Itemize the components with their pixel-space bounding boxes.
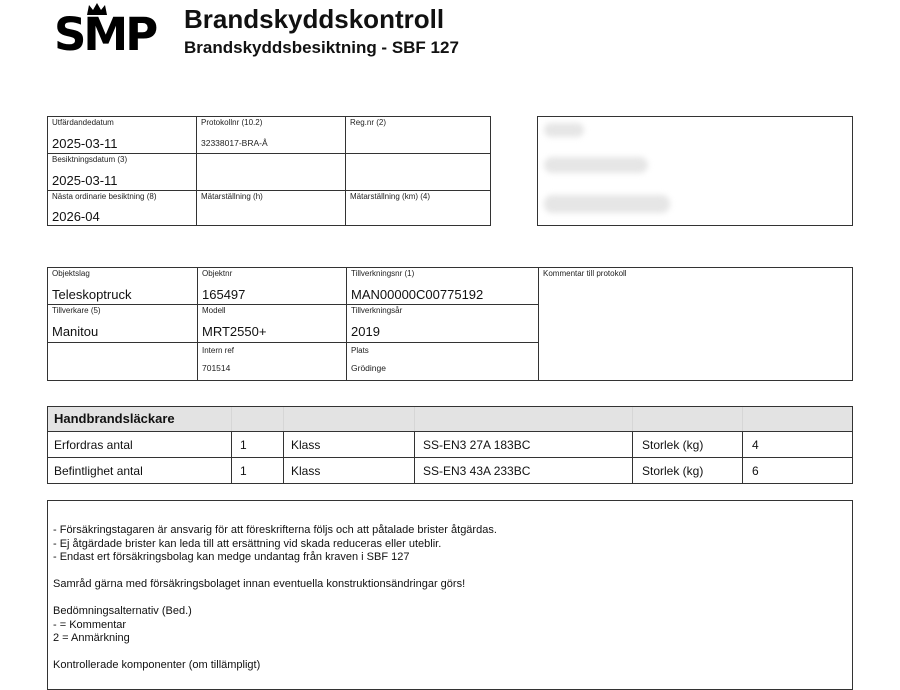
address-box [537, 116, 853, 226]
protocol-info-box [47, 116, 491, 226]
modell-value: MRT2550+ [202, 324, 267, 339]
redacted-line [544, 195, 670, 213]
kommentar-label: Kommentar till protokoll [543, 269, 627, 278]
besiktningsdatum-cell [48, 154, 196, 190]
objektslag-cell [48, 268, 197, 304]
kontrollerade-heading: Kontrollerade komponenter (om tillämpligt) [53, 659, 261, 671]
kommentar-cell [539, 268, 852, 380]
matarstallning-h-label: Mätarställning (h) [201, 192, 263, 201]
note-line: - Ej åtgärdade brister kan leda till att ersättning vid skada reduceras eller uteblir. [53, 537, 442, 550]
nasta-besiktning-value: 2026-04 [52, 209, 100, 224]
row-klass: SS-EN3 43A 233BC [423, 464, 531, 478]
utfardandedatum-cell [48, 117, 196, 153]
tillverkare-value: Manitou [52, 324, 99, 339]
utfardandedatum-label: Utfärdandedatum [52, 118, 114, 127]
tillverkare-cell [48, 305, 197, 342]
utfardandedatum-value: 2025-03-11 [52, 136, 118, 151]
logo-text: SMP [54, 8, 156, 61]
redacted-line [544, 123, 584, 137]
table-row [48, 458, 852, 484]
row-storlek: 6 [752, 464, 759, 478]
tillverkningsar-cell [347, 305, 538, 342]
objektnr-value: 165497 [202, 287, 246, 302]
row-label: Befintlighet antal [54, 464, 143, 478]
protokollnr-label: Protokollnr (10.2) [201, 118, 263, 127]
matarstallning-h-cell [197, 191, 345, 225]
plats-cell [347, 343, 538, 380]
plats-label: Plats [351, 346, 369, 355]
protokollnr-value: 32338017-BRA-Å [201, 138, 268, 148]
row-storlek: 4 [752, 438, 759, 452]
row-klass: SS-EN3 27A 183BC [423, 438, 531, 452]
row-antal: 1 [240, 438, 247, 452]
extinguisher-table-title: Handbrandsläckare [54, 411, 175, 426]
bed-option: 2 = Anmärkning [53, 632, 130, 644]
besiktningsdatum-label: Besiktningsdatum (3) [52, 155, 128, 164]
nasta-besiktning-label: Nästa ordinarie besiktning (8) [52, 192, 157, 201]
smp-logo [54, 2, 164, 62]
intern-ref-label: Intern ref [202, 346, 235, 355]
intern-ref-cell [198, 343, 346, 380]
intern-ref-value: 701514 [202, 363, 231, 373]
row-label: Erfordras antal [54, 438, 133, 452]
bed-title: Bedömningsalternativ (Bed.) [53, 605, 192, 617]
samrad-text: Samråd gärna med försäkringsbolaget innan eventuella konstruktionsändringar görs! [53, 578, 466, 590]
row-klass-label: Klass [291, 464, 321, 478]
notes-text [53, 524, 497, 673]
tillverkningsnr-cell [347, 268, 538, 304]
notes-box [47, 500, 853, 690]
object-info-box [47, 267, 853, 381]
tillverkare-label: Tillverkare (5) [52, 306, 101, 315]
page-subtitle: Brandskyddsbesiktning - SBF 127 [184, 38, 459, 57]
objektslag-value: Teleskoptruck [52, 287, 132, 302]
row-antal: 1 [240, 464, 247, 478]
modell-cell [198, 305, 346, 342]
besiktningsdatum-value: 2025-03-11 [52, 173, 118, 188]
bed-option: - = Kommentar [53, 618, 127, 631]
note-line: - Endast ert försäkringsbolag kan medge undantag från kraven i SBF 127 [53, 551, 410, 563]
regnr-cell [346, 117, 490, 153]
page-title: Brandskyddskontroll [184, 4, 445, 34]
note-line: - Försäkringstagaren är ansvarig för att föreskrifterna följs och att påtalade brister åtgärdas. [53, 524, 497, 536]
tillverkningsnr-label: Tillverkningsnr (1) [351, 269, 415, 278]
matarstallning-km-cell [346, 191, 490, 225]
row-klass-label: Klass [291, 438, 321, 452]
plats-value: Grödinge [351, 363, 386, 373]
tillverkningsnr-value: MAN00000C00775192 [351, 287, 484, 302]
row-storlek-label: Storlek (kg) [642, 464, 704, 478]
regnr-label: Reg.nr (2) [350, 118, 387, 127]
nasta-besiktning-cell [48, 191, 196, 225]
protokollnr-cell [197, 117, 345, 153]
objektnr-label: Objektnr [202, 269, 233, 278]
extinguisher-table-header [48, 407, 852, 432]
objektslag-label: Objektslag [52, 269, 90, 278]
redacted-line [544, 157, 648, 173]
row-storlek-label: Storlek (kg) [642, 438, 704, 452]
tillverkningsar-value: 2019 [351, 324, 380, 339]
modell-label: Modell [202, 306, 226, 315]
table-row [48, 432, 852, 458]
objektnr-cell [198, 268, 346, 304]
tillverkningsar-label: Tillverkningsår [351, 306, 403, 315]
matarstallning-km-label: Mätarställning (km) (4) [350, 192, 431, 201]
extinguisher-table [47, 406, 853, 484]
